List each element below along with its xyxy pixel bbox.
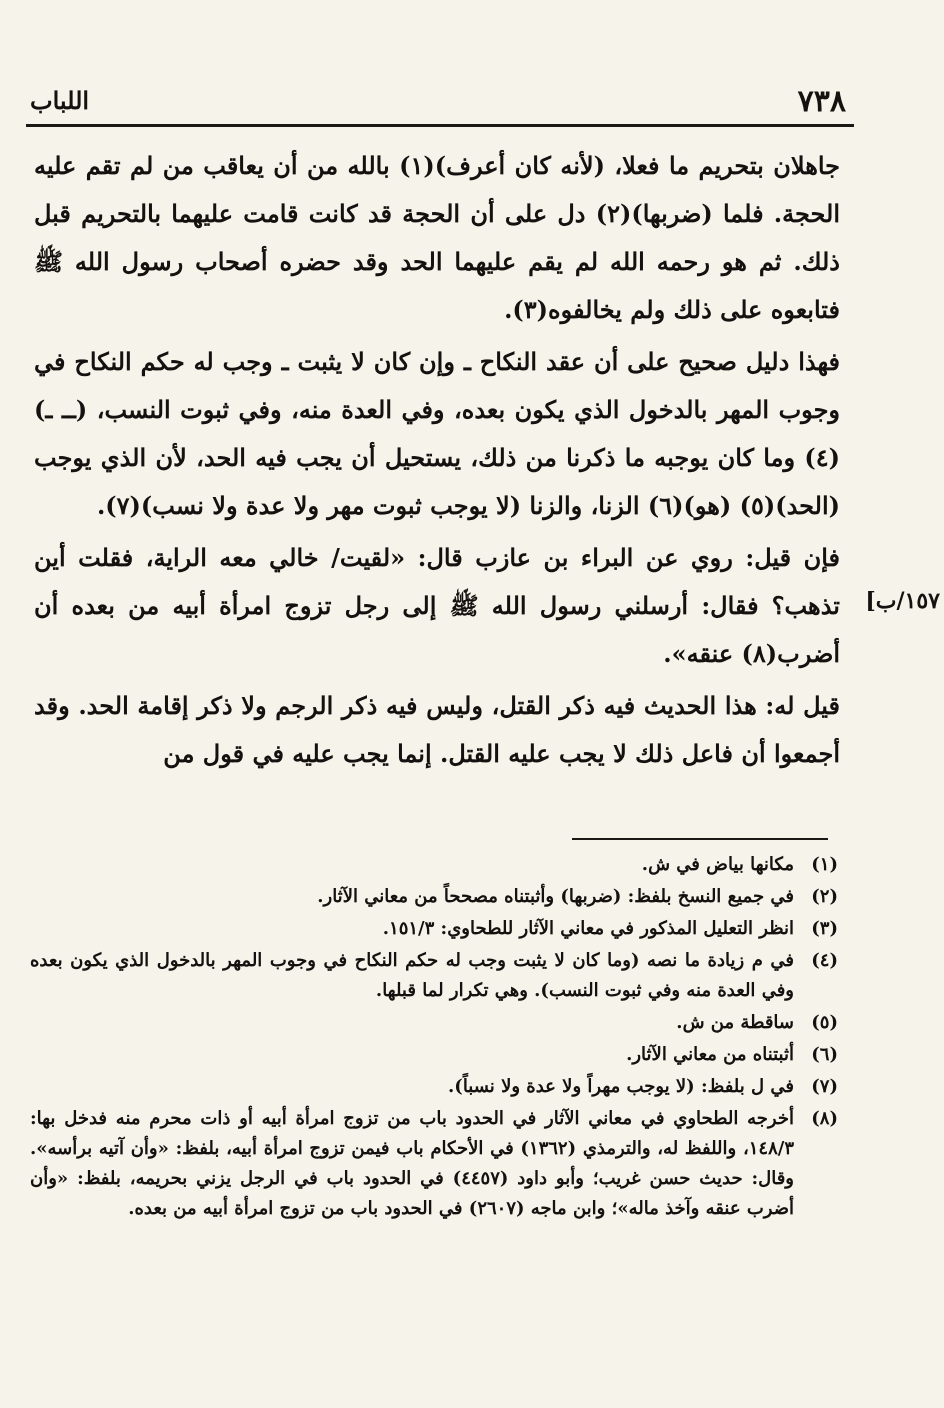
footnotes <box>30 850 838 1226</box>
footnote-number: (٣) <box>811 918 838 939</box>
footnote <box>30 946 838 1006</box>
footnote-separator <box>572 838 828 840</box>
paragraph-2: فهذا دليل صحيح على أن عقد النكاح ـ وإن كان لا يثبت ـ وجب له حكم النكاح في وجوب المهر بالدخول الذي يكون بعده، وفي العدة منه، وفي ثبوت النسب، (ــ ـ)(٤) وما كان يوجبه ما ذكرنا من ذلك، يستحيل أن يجب فيه الحد، لأن الذي يوجب (الحد)(٥) (هو)(٦) الزنا، والزنا (لا يوجب ثبوت مهر ولا عدة ولا نسب)(٧). <box>34 347 840 520</box>
page-number: ٧٣٨ <box>797 84 846 119</box>
footnote-text: في م زيادة ما نصه (وما كان لا يثبت وجب له حكم النكاح في وجوب المهر بالدخول الذي يكون بعده وفي العدة منه وفي ثبوت النسب). وهي تكرار لما قبلها. <box>30 950 794 1001</box>
footnote <box>30 1040 838 1070</box>
footnote-text: في ل بلفظ: (لا يوجب مهراً ولا عدة ولا نسباً). <box>448 1076 794 1097</box>
manuscript-folio-marker: ١٥٧/ب] <box>865 588 940 614</box>
header-rule <box>26 124 854 127</box>
footnote <box>30 1008 838 1038</box>
footnote-number: (٦) <box>811 1044 838 1065</box>
footnote-text: مكانها بياض في ش. <box>641 854 794 875</box>
page-header <box>26 84 850 120</box>
footnote-text: ساقطة من ش. <box>676 1012 794 1033</box>
footnote <box>30 850 838 880</box>
footnote-number: (٤) <box>811 950 838 971</box>
footnote-text: أخرجه الطحاوي في معاني الآثار في الحدود باب من تزوج امرأة أبيه أو ذات محرم منه فدخل بها: ١٤٨/٣، واللفظ له، والترمذي (١٣٦٢) في الأحكام باب فيمن تزوج امرأة أبيه، بلفظ: «وأن آتيه برأسه». وقال: حديث حسن غريب؛ وأبو داود (٤٤٥٧) في الحدود باب في الرجل يزني بحريمه، بلفظ: «وأن أضرب عنقه وآخذ ماله»؛ وابن ماجه (٢٦٠٧) في الحدود باب من تزوج امرأة أبيه من بعده. <box>30 1108 795 1219</box>
main-text <box>34 142 840 778</box>
paragraph-4: قيل له: هذا الحديث فيه ذكر القتل، وليس فيه ذكر الرجم ولا ذكر إقامة الحد. وقد أجمعوا أن فاعل ذلك لا يجب عليه القتل. إنما يجب عليه في قول من <box>34 691 841 768</box>
footnote <box>30 1104 838 1224</box>
running-title: اللباب <box>30 86 90 115</box>
footnote-text: انظر التعليل المذكور في معاني الآثار للطحاوي: ١٥١/٣. <box>382 918 794 939</box>
footnote-number: (٥) <box>811 1012 838 1033</box>
footnote <box>30 1072 838 1102</box>
footnote-number: (٢) <box>811 886 838 907</box>
footnote <box>30 914 838 944</box>
footnote-number: (٨) <box>811 1108 838 1129</box>
footnote <box>30 882 838 912</box>
footnote-number: (٧) <box>811 1076 838 1097</box>
paragraph-3: فإن قيل: روي عن البراء بن عازب قال: «لقيت/ خالي معه الراية، فقلت أين تذهب؟ فقال: أرسلني رسول الله ﷺ إلى رجل تزوج امرأة أبيه من بعده أن أضرب(٨) عنقه». <box>34 543 840 668</box>
paragraph-1: جاهلان بتحريم ما فعلا، (لأنه كان أعرف)(١) بالله من أن يعاقب من لم تقم عليه الحجة. فلما (ضربها)(٢) دل على أن الحجة قد كانت قامت عليهما بالتحريم قبل ذلك. ثم هو رحمه الله لم يقم عليهما الحد وقد حضره أصحاب رسول الله ﷺ فتابعوه على ذلك ولم يخالفوه(٣). <box>34 151 841 324</box>
footnote-text: أثبتناه من معاني الآثار. <box>626 1044 794 1065</box>
footnote-text: في جميع النسخ بلفظ: (ضربها) وأثبتناه مصححاً من معاني الآثار. <box>317 886 794 907</box>
footnote-number: (١) <box>811 854 838 875</box>
